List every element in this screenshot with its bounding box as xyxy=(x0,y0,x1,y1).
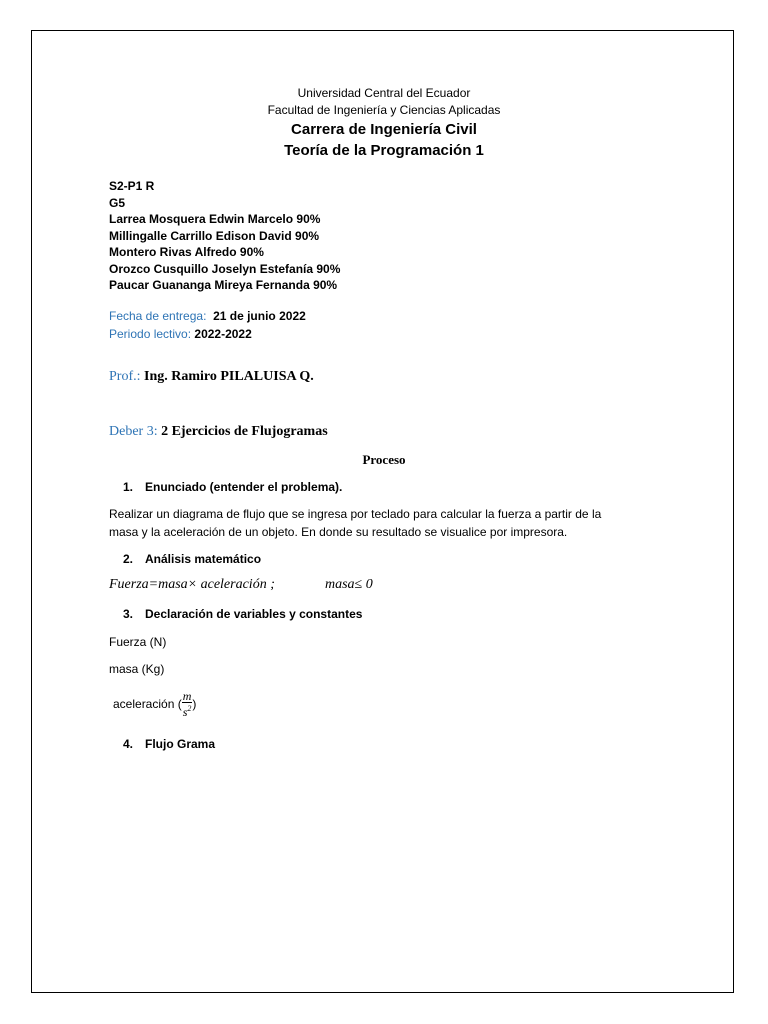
statement-line-1: Realizar un diagrama de flujo que se ingresa por teclado para calcular la fuerza a partir de la xyxy=(109,507,602,521)
member-2: Millingalle Carrillo Edison David 90% xyxy=(109,229,320,243)
step-3-number: 3. xyxy=(122,607,133,621)
variable-mass: masa (Kg) xyxy=(109,662,165,676)
step-3 xyxy=(109,607,362,621)
step-3-title: Declaración de variables y constantes xyxy=(145,607,363,621)
force-formula: Fuerza=masa× aceleración ; xyxy=(109,577,275,592)
delivery-label: Fecha de entrega: xyxy=(109,309,207,323)
step-1 xyxy=(109,480,342,494)
step-2-number: 2. xyxy=(122,552,133,566)
acceleration-close: ) xyxy=(192,697,197,711)
delivery-date xyxy=(109,309,306,323)
career-title: Carrera de Ingeniería Civil xyxy=(291,121,477,138)
professor-line xyxy=(109,369,314,385)
period-value: 2022-2022 xyxy=(194,327,252,341)
step-1-title: Enunciado (entender el problema). xyxy=(145,480,343,494)
step-2 xyxy=(109,552,261,566)
group-code: S2-P1 R xyxy=(109,179,155,193)
professor-name: Ing. Ramiro PILALUISA Q. xyxy=(144,369,314,384)
step-1-number: 1. xyxy=(122,480,133,494)
process-title: Proceso xyxy=(362,452,406,467)
professor-label: Prof.: xyxy=(109,369,141,384)
member-1: Larrea Mosquera Edwin Marcelo 90% xyxy=(109,212,321,226)
variable-acceleration xyxy=(113,690,196,718)
unit-numerator: m xyxy=(182,689,192,703)
assignment-line xyxy=(109,424,328,440)
period-label: Periodo lectivo: xyxy=(109,327,192,341)
step-4-number: 4. xyxy=(122,737,133,751)
faculty-name: Facultad de Ingeniería y Ciencias Aplicadas xyxy=(267,103,501,117)
assignment-label: Deber 3: xyxy=(109,424,158,439)
acceleration-label: aceleración ( xyxy=(113,697,182,711)
assignment-title: 2 Ejercicios de Flujogramas xyxy=(161,424,328,439)
mass-condition: masa≤ 0 xyxy=(325,577,373,592)
step-4-title: Flujo Grama xyxy=(145,737,216,751)
unit-exponent: 2 xyxy=(187,704,192,713)
group-name: G5 xyxy=(109,196,126,210)
member-4: Orozco Cusquillo Joselyn Estefanía 90% xyxy=(109,262,341,276)
step-4 xyxy=(109,737,215,751)
delivery-value: 21 de junio 2022 xyxy=(213,309,306,323)
variable-force: Fuerza (N) xyxy=(109,635,167,649)
academic-period xyxy=(109,327,252,341)
statement-line-2: masa y la aceleración de un objeto. En donde su resultado se visualice por impresora. xyxy=(109,525,568,539)
university-name: Universidad Central del Ecuador xyxy=(297,86,471,100)
step-2-title: Análisis matemático xyxy=(145,552,262,566)
unit-denominator: s xyxy=(182,705,188,719)
subject-title: Teoría de la Programación 1 xyxy=(284,142,484,159)
member-3: Montero Rivas Alfredo 90% xyxy=(109,245,264,259)
member-5: Paucar Guananga Mireya Fernanda 90% xyxy=(109,278,338,292)
acceleration-unit-fraction xyxy=(182,690,193,718)
